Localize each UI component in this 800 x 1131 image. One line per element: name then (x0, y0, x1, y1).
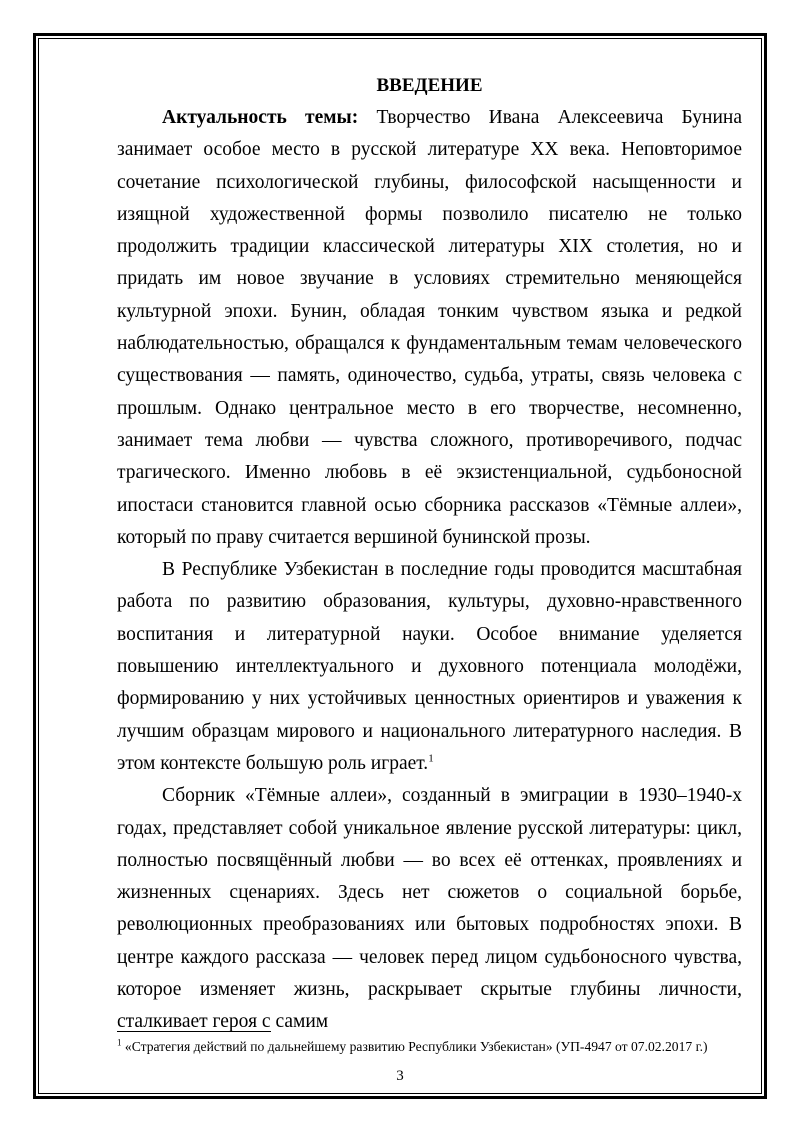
footnote-text: «Стратегия действий по дальнейшему развитию Республики Узбекистан» (УП-4947 от 07.02.2017 г.) (121, 1039, 708, 1054)
section-title: ВВЕДЕНИЕ (376, 75, 483, 96)
paragraph-text: Сборник «Тёмные аллеи», созданный в эмиграции в 1930–1940-х годах, представляет собой уникальное явление русской литературы: цикл, полностью посвящённый любви — во всех её оттенках, проявлениях и жизненных сценариях. Здесь нет сюжетов о социальной борьбе, революционных преобразованиях или бытовых подробностях эпохи. В центре каждого рассказа — человек перед лицом судьбоносного чувства, которое изменяет жизнь, раскрывает скрытые глубины личности, сталкивает героя с самим (117, 785, 742, 1033)
footnote-reference[interactable]: 1 (428, 752, 434, 765)
paragraph-text: Творчество Ивана Алексеевича Бунина занимает особое место в русской литературе XX века. Неповторимое сочетание психологической глубины, философской насыщенности и изящной художественной формы позволило писателю не только продолжить традиции классической литературы XIX столетия, но и придать им новое звучание в условиях стремительно меняющейся культурной эпохи. Бунин, обладая тонким чувством языка и редкой наблюдательностью, обращался к фундаментальным темам человеческого существования — память, одиночество, судьба, утраты, связь человека с прошлым. Однако центральное место в его творчестве, несомненно, занимает тема любви — чувства сложного, противоречивого, подчас трагического. Именно любовь в её экзистенциальной, судьбоносной ипостаси становится главной осью сборника рассказов «Тёмные аллеи», который по праву считается вершиной бунинской прозы. (117, 107, 742, 548)
footnote-separator (117, 1031, 271, 1032)
footnote-number: 1 (117, 1037, 122, 1048)
footnote (117, 1038, 757, 1056)
paragraph-relevance (117, 102, 742, 554)
paragraph-collection (117, 780, 742, 1038)
paragraph-uzbekistan (117, 554, 742, 780)
paragraph-lead: Актуальность темы: (162, 107, 359, 128)
paragraph-text: В Республике Узбекистан в последние годы проводится масштабная работа по развитию образования, культуры, духовно-нравственного воспитания и литературной науки. Особое внимание уделяется повышению интеллектуального и духовного потенциала молодёжи, формированию у них устойчивых ценностных ориентиров и уважения к лучшим образцам мирового и национального литературного наследия. В этом контексте большую роль играет. (117, 559, 742, 774)
document-body (117, 70, 742, 1039)
page-number: 3 (396, 1068, 404, 1084)
